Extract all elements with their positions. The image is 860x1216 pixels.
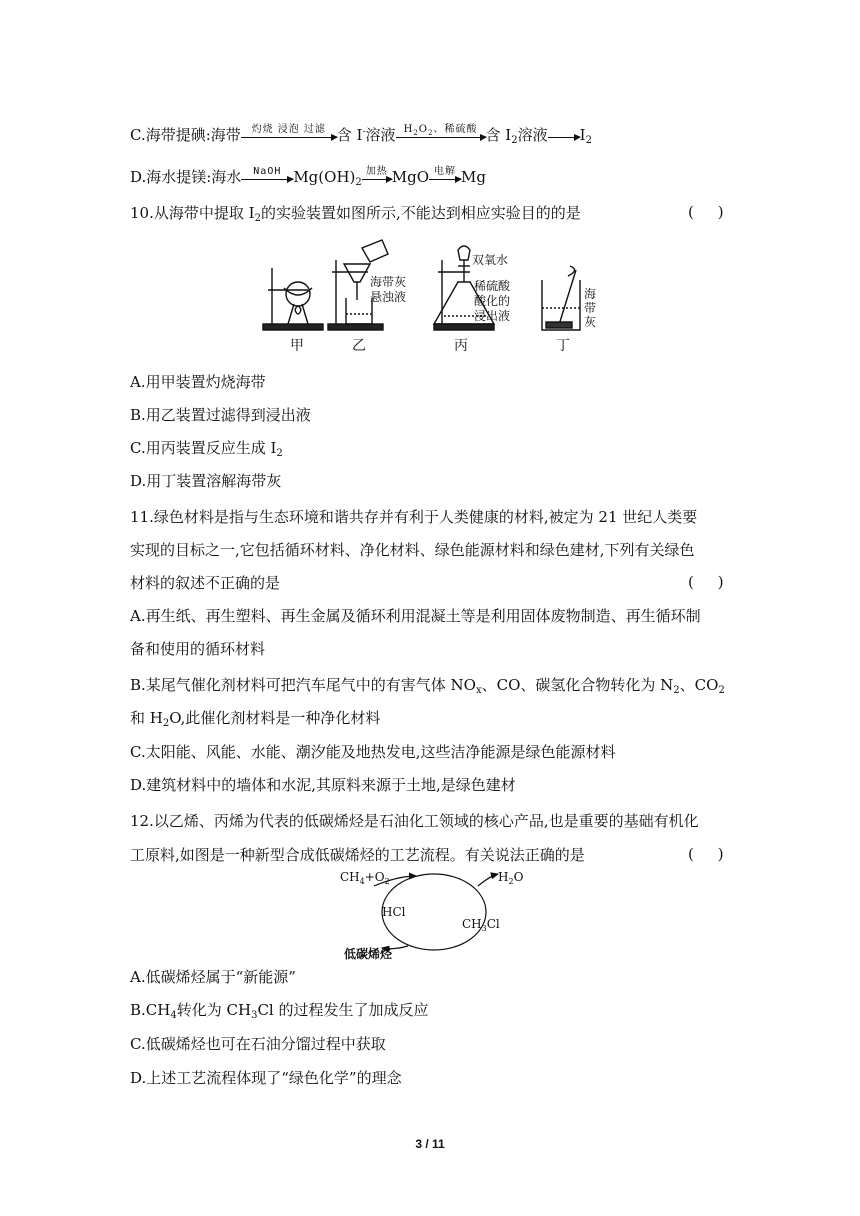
- cycle-output-water: $H_2O$: [498, 870, 524, 886]
- q12-option-c: C.低碳烯烃也可在石油分馏过程中获取: [130, 1035, 386, 1053]
- caption-yi: 乙: [352, 338, 366, 354]
- q11-option-c: C.太阳能、风能、水能、潮汐能及地热发电,这些洁净能源是绿色能源材料: [130, 743, 616, 761]
- fig-label-c-top: 双氧水: [472, 253, 509, 267]
- q12-option-d: D.上述工艺流程体现了“绿色化学”的理念: [130, 1069, 402, 1087]
- arrow: 灼烧 浸泡 过滤: [241, 135, 337, 138]
- q11-answer-bracket: ( ): [688, 573, 724, 591]
- q9-c-prefix: C.海带提碘:海带: [130, 126, 241, 144]
- caption-ding: 丁: [556, 338, 570, 354]
- fig-label-c1: 稀硫酸: [474, 279, 511, 293]
- q9-option-d: D.海水提镁:海水 NaOH $Mg(OH)_2$ 加热 MgO 电解 Mg: [130, 165, 486, 188]
- q12-option-a: A.低碳烯烃属于“新能源”: [130, 968, 296, 986]
- caption-bing: 丙: [454, 338, 468, 354]
- q11-option-b-line2: 和 $H_2O$,此催化剂材料是一种净化材料: [130, 709, 381, 729]
- q11-stem-line3: 材料的叙述不正确的是: [130, 574, 281, 592]
- q10-stem: 10.从海带中提取 $I_2$的实验装置如图所示,不能达到相应实验目的的是: [130, 204, 581, 224]
- cycle-right-ch3cl: $CH_3Cl$: [462, 917, 500, 933]
- arrow: 加热: [362, 177, 392, 180]
- q12-answer-bracket: ( ): [688, 845, 724, 863]
- q10-option-d: D.用丁装置溶解海带灰: [130, 472, 282, 490]
- q12-stem-line1: 12.以乙烯、丙烯为代表的低碳烯烃是石油化工领域的核心产品,也是重要的基础有机化: [130, 812, 699, 830]
- lab-apparatus-figure: [258, 238, 608, 356]
- cycle-center-hcl: HCl: [382, 905, 406, 919]
- caption-jia: 甲: [290, 338, 304, 354]
- apparatus-ding: [542, 266, 580, 330]
- process-cycle-figure: [338, 866, 528, 962]
- q10-option-b: B.用乙装置过滤得到浸出液: [130, 406, 311, 424]
- q9-d-prefix: D.海水提镁:海水: [130, 168, 242, 186]
- cycle-product: 低碳烯烃: [344, 947, 393, 961]
- fig-label-b1: 海带灰: [370, 275, 407, 289]
- q11-option-a-line1: A.再生纸、再生塑料、再生金属及循环利用混凝土等是利用固体废物制造、再生循环制: [130, 607, 701, 625]
- fig-label-d3: 灰: [584, 315, 597, 329]
- q12-stem-line2: 工原料,如图是一种新型合成低碳烯烃的工艺流程。有关说法正确的是: [130, 846, 585, 864]
- q11-option-b-line1: B.某尾气催化剂材料可把汽车尾气中的有害气体 $NO_x$、CO、碳氢化合物转化为 $N_2$、$CO_2$: [130, 676, 725, 696]
- fig-label-d1: 海: [584, 287, 597, 301]
- q10-answer-bracket: ( ): [688, 203, 724, 221]
- q9-option-c: C.海带提碘:海带 灼烧 浸泡 过滤 含 I-溶液 $H_2O_2$、稀硫酸 含 $I_2$溶液 $I_2$: [130, 123, 592, 146]
- arrow: $H_2O_2$、稀硫酸: [396, 135, 486, 138]
- q11-option-d: D.建筑材料中的墙体和水泥,其原料来源于土地,是绿色建材: [130, 776, 516, 794]
- q10-option-a: A.用甲装置灼烧海带: [130, 373, 266, 391]
- fig-label-b2: 悬浊液: [370, 290, 407, 304]
- cycle-input: $CH_4+O_2$: [340, 870, 390, 886]
- q11-stem-line2: 实现的目标之一,它包括循环材料、净化材料、绿色能源材料和绿色建材,下列有关绿色: [130, 541, 695, 559]
- q12-option-b: $B.CH_4$转化为 $CH_3Cl$ 的过程发生了加成反应: [130, 1001, 429, 1021]
- page-number: 3 / 11: [415, 1137, 445, 1151]
- fig-label-d2: 带: [584, 301, 597, 315]
- fig-label-c3: 浸出液: [474, 309, 511, 323]
- arrow: NaOH: [241, 177, 293, 180]
- q10-option-c: C.用丙装置反应生成 $I_2$: [130, 439, 283, 459]
- q11-option-a-line2: 备和使用的循环材料: [130, 640, 266, 658]
- q11-stem-line1: 11.绿色材料是指与生态环境和谐共存并有利于人类健康的材料,被定为 21 世纪人类要: [130, 508, 698, 526]
- arrow: [548, 135, 580, 138]
- fig-label-c2: 酸化的: [474, 294, 511, 308]
- apparatus-jia: [263, 268, 323, 330]
- arrow: 电解: [429, 177, 461, 180]
